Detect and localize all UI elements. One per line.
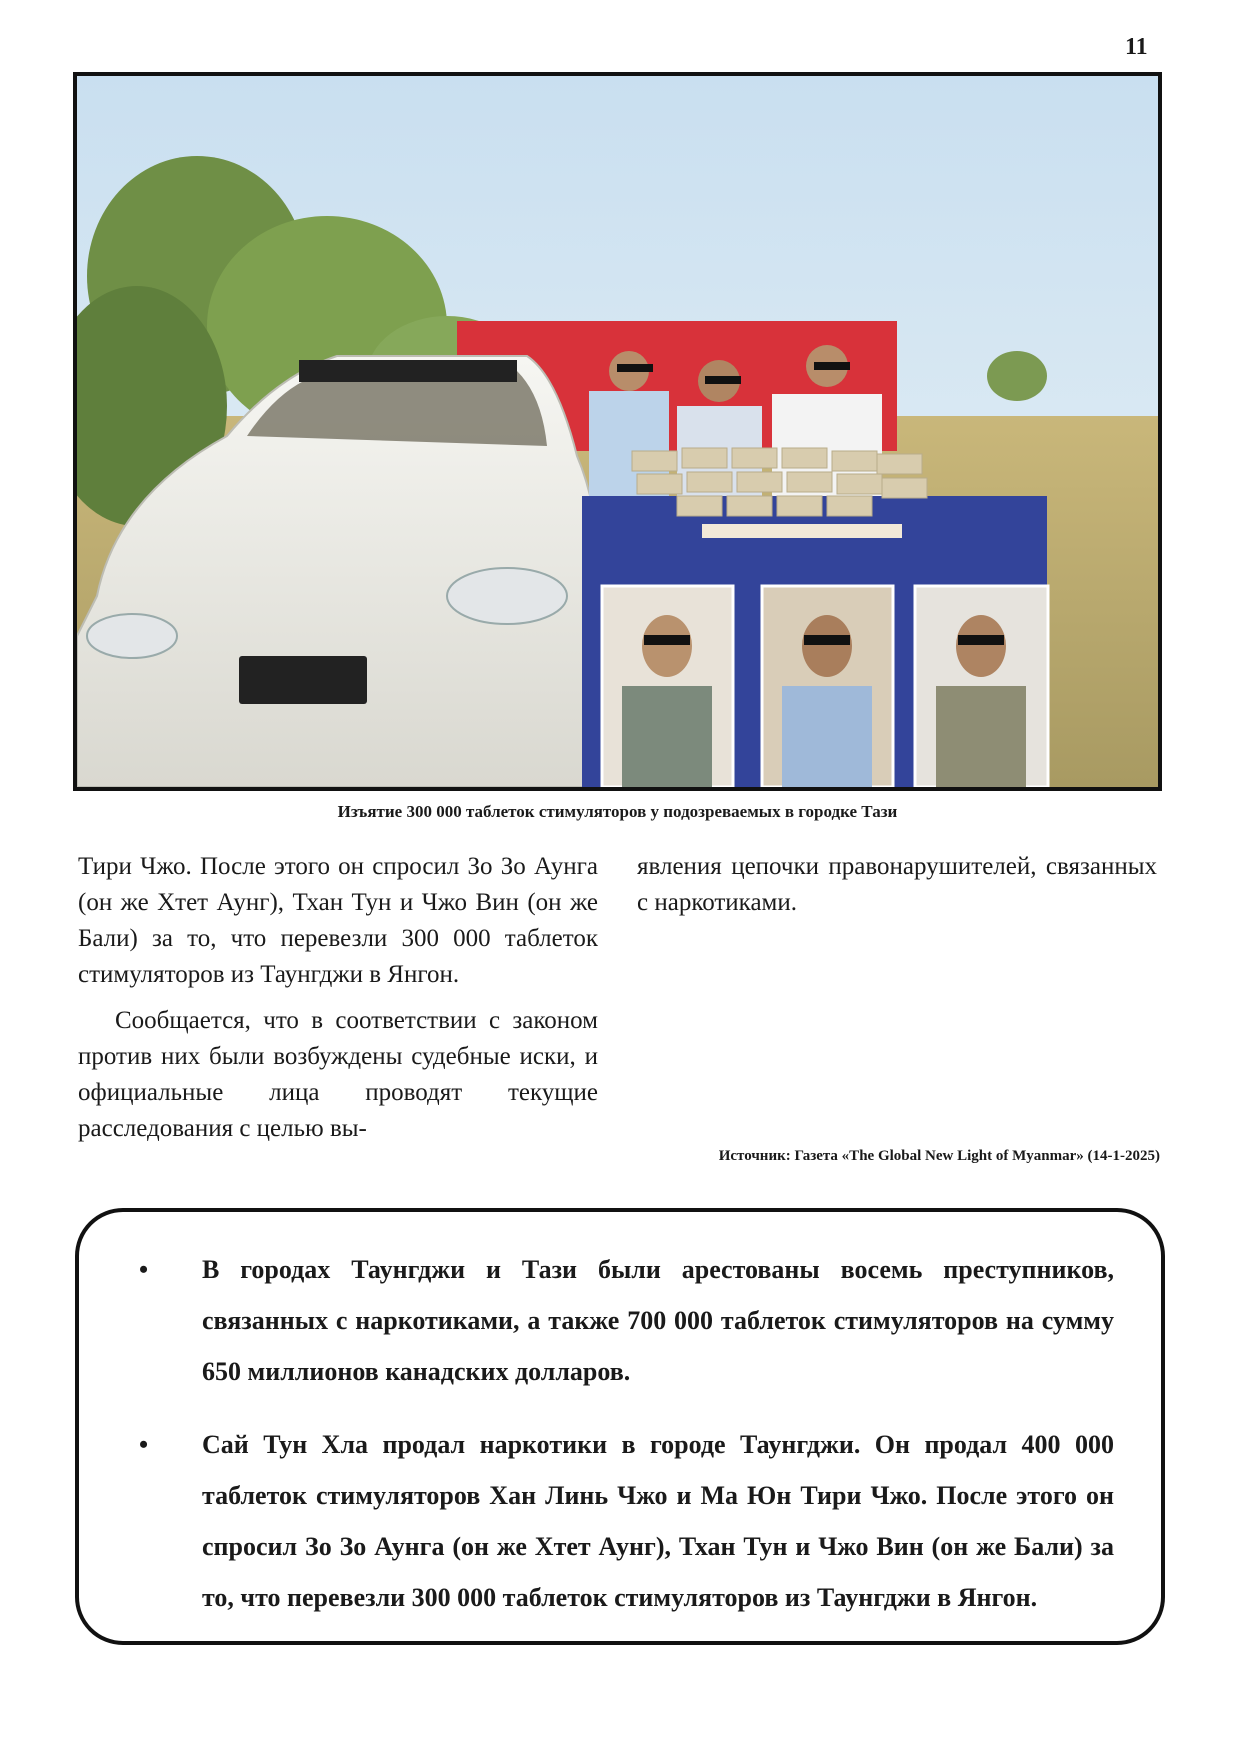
summary-list [139, 1244, 1114, 1645]
mugshot-1 [602, 586, 733, 787]
summary-box [75, 1208, 1165, 1645]
bullet-icon: • [139, 1255, 149, 1284]
article-right-column [637, 849, 1157, 931]
source-line: Источник: Газета «The Global New Light of Myanmar» (14-1-2025) [718, 1148, 1160, 1164]
article-paragraph: Тири Чжо. После этого он спросил Зо Зо Аунга (он же Хтет Аунг), Тхан Тун и Чжо Вин (он же Бали) за то, что перевезли 300 000 таблеток стимуляторов из Таунгджи в Янгон. [78, 853, 598, 988]
summary-bullet-item [139, 1419, 1114, 1623]
article-left-column [78, 849, 598, 1157]
bullet-icon: • [139, 1430, 149, 1459]
windshield-redaction [299, 360, 517, 382]
photo-caption: Изъятие 300 000 таблеток стимуляторов у подозреваемых в городке Тази [337, 802, 898, 821]
summary-bullet-item [139, 1244, 1114, 1397]
summary-bullet-text: В городах Таунгджи и Тази были арестованы восемь преступников, связанных с наркотиками, а также 700 000 таблеток стимуляторов на сумму 650 миллионов канадских долларов. [202, 1255, 1114, 1386]
page-number: 11 [1125, 34, 1148, 60]
seizure-photo [73, 72, 1162, 791]
article-paragraph: явления цепочки правонарушителей, связанных с наркотиками. [637, 853, 1157, 916]
mugshot-3 [915, 586, 1048, 787]
summary-bullet-text: Сай Тун Хла продал наркотики в городе Таунгджи. Он продал 400 000 таблеток стимуляторов Хан Линь Чжо и Ма Юн Тири Чжо. После этого он спросил Зо Зо Аунга (он же Хтет Аунг), Тхан Тун и Чжо Вин (он же Бали) за то, что перевезли 300 000 таблеток стимуляторов из Таунгджи в Янгон. [202, 1430, 1114, 1612]
license-plate-redaction [239, 656, 367, 704]
article-paragraph: Сообщается, что в соответствии с законом против них были возбуждены судебные иски, и официальные лица проводят текущие расследования с целью вы- [78, 1007, 598, 1142]
mugshot-2 [762, 586, 893, 787]
